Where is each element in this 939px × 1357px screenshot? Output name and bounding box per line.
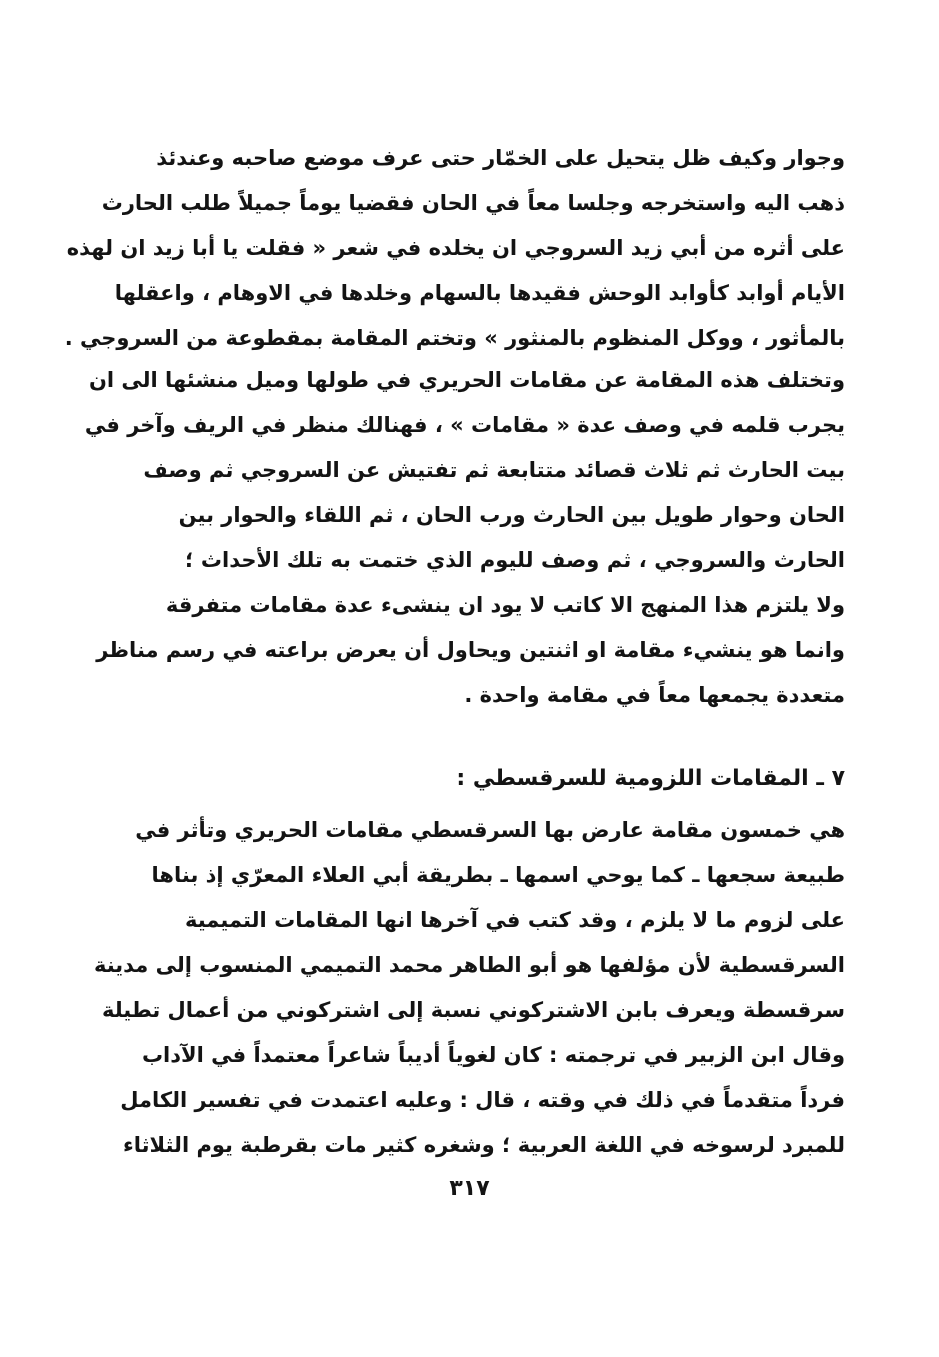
text-line: للمبرد لرسوخه في اللغة العربية ؛ وشغره كثير مات بقرطبة يوم الثلاثاء <box>123 1133 845 1157</box>
text-line: بالمأثور ، ووكل المنظوم بالمنثور » وتختم المقامة بمقطوعة من السروجي . <box>64 326 845 350</box>
text-line: طبيعة سجعها ـ كما يوحي اسمها ـ بطريقة أبي العلاء المعرّي إذ بناها <box>151 863 845 887</box>
text-line: فرداً متقدماً في ذلك في وقته ، قال : وعليه اعتمدت في تفسير الكامل <box>120 1088 845 1112</box>
text-line: الحارث والسروجي ، ثم وصف لليوم الذي ختمت به تلك الأحداث ؛ <box>185 548 845 572</box>
text-line: متعددة يجمعها معاً في مقامة واحدة . <box>464 683 845 707</box>
text-line: الحان وحوار طويل بين الحارث ورب الحان ، ثم اللقاء والحوار بين <box>178 503 845 527</box>
text-line: بيت الحارث ثم ثلاث قصائد متتابعة ثم تفتيش عن السروجي ثم وصف <box>143 458 845 482</box>
paragraph-2 <box>84 358 845 718</box>
text-line: وانما هو ينشيء مقامة او اثنتين ويحاول أن يعرض براعته في رسم مناظر <box>96 638 845 662</box>
paragraph-1 <box>64 136 845 361</box>
text-line: وجوار وكيف ظل يتحيل على الخمّار حتى عرف موضع صاحبه وعندئذ <box>156 146 845 170</box>
text-line: وقال ابن الزبير في ترجمته : كان لغوياً أديباً شاعراً معتمداً في الآداب <box>141 1043 845 1067</box>
text-line: سرقسطة ويعرف بابن الاشتركوني نسبة إلى اشتركوني من أعمال تطيلة <box>102 998 845 1022</box>
section-heading: ٧ ـ المقامات اللزومية للسرقسطي : <box>456 766 845 791</box>
text-line: على لزوم ما لا يلزم ، وقد كتب في آخرها انها المقامات التميمية <box>185 908 845 932</box>
text-line: على أثره من أبي زيد السروجي ان يخلده في شعر « فقلت يا أبا زيد ان لهذه <box>66 236 845 260</box>
text-line: السرقسطية لأن مؤلفها هو أبو الطاهر محمد التميمي المنسوب إلى مدينة <box>93 953 845 977</box>
paragraph-3 <box>93 808 845 1168</box>
text-line: يجرب قلمه في وصف عدة « مقامات » ، فهنالك منظر في الريف وآخر في <box>84 413 845 437</box>
text-line: ذهب اليه واستخرجه وجلسا معاً في الحان فقضيا يوماً جميلاً طلب الحارث <box>101 191 845 215</box>
text-line: هي خمسون مقامة عارض بها السرقسطي مقامات الحريري وتأثر في <box>135 818 845 842</box>
text-line: الأيام أوابد كأوابد الوحش فقيدها بالسهام وخلدها في الاوهام ، واعقلها <box>114 281 845 305</box>
text-line: وتختلف هذه المقامة عن مقامات الحريري في طولها وميل منشئها الى ان <box>88 368 845 392</box>
text-line: ولا يلتزم هذا المنهج الا كاتب لا يود ان ينشىء عدة مقامات متفرقة <box>165 593 845 617</box>
page-number: ٣١٧ <box>449 1176 490 1201</box>
